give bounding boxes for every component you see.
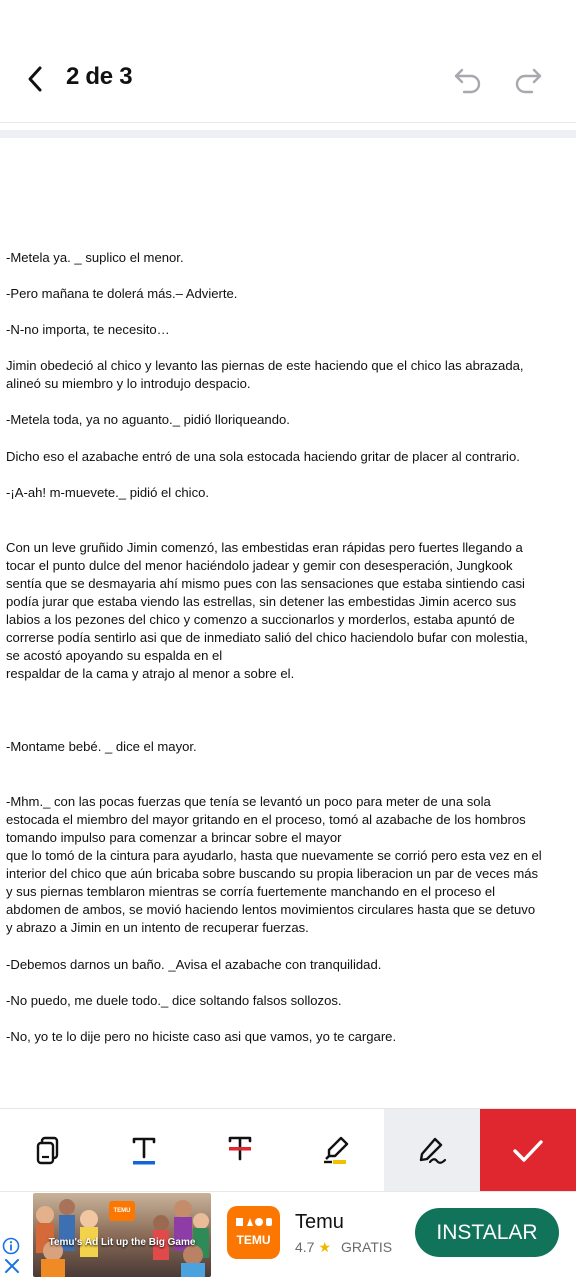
- document-paragraph: -Pero mañana te dolerá más.– Advierte.: [6, 286, 238, 301]
- header-divider: [0, 122, 576, 123]
- signature-button[interactable]: [384, 1109, 480, 1192]
- undo-icon: [452, 64, 484, 96]
- text-strikethrough-icon: [226, 1135, 254, 1167]
- underline-text-button[interactable]: [96, 1109, 192, 1192]
- document-paragraph: -Montame bebé. _ dice el mayor.: [6, 739, 197, 754]
- top-bar: [0, 0, 576, 122]
- strikethrough-text-button[interactable]: [192, 1109, 288, 1192]
- ad-close-button[interactable]: [4, 1258, 20, 1274]
- temu-logo-text: TEMU: [236, 1233, 271, 1247]
- ad-banner-logo-text: TEMU: [113, 1208, 131, 1214]
- document-paragraph: -Mhm._ con las pocas fuerzas que tenía se levantó un poco para meter de una sola estocada el miembro del mayor gritando en el proceso, tomó al azabache de los hombros tomando impulso para comenzar a brincar sobre el mayor que lo tomó de la cintura para ayudarlo, hasta que nuevamente se corrió pero esta vez en el interior del chico que aún bricaba sobre buscando su propia liberacion un par de veces más y sus piernas temblaron mientras se corría fuertemente manchando en el proceso el abdomen de ambos, se movió haciendo lentos movimientos circulares hasta que se detuvo y abrazo a Jimin en un intento de recuperar fuerzas.: [6, 794, 542, 935]
- document-paragraph: Jimin obedeció al chico y levanto las piernas de este haciendo que el chico las abrazada, alineó su miembro y lo introdujo despacio.: [6, 358, 524, 391]
- document-paragraph: -¡A-ah! m-muevete._ pidió el chico.: [6, 485, 210, 500]
- document-paragraph: -Metela toda, ya no aguanto._ pidió lloriqueando.: [6, 412, 290, 427]
- ad-app-name: Temu: [295, 1211, 344, 1233]
- ad-info-button[interactable]: [2, 1237, 20, 1255]
- page-separator: [0, 130, 576, 138]
- ad-rating-value: 4.7: [295, 1239, 315, 1255]
- copy-page-button[interactable]: [0, 1109, 96, 1192]
- document-paragraph: Dicho eso el azabache entró de una sola estocada haciendo gritar de placer al contrario.: [6, 449, 520, 464]
- highlighter-icon: [321, 1135, 351, 1167]
- ad-promo-image[interactable]: [33, 1193, 211, 1277]
- checkmark-icon: [511, 1137, 545, 1165]
- crowd-image: [33, 1193, 211, 1277]
- install-button[interactable]: INSTALAR: [415, 1208, 559, 1257]
- chevron-left-icon: [22, 64, 50, 94]
- document-paragraph: -No, yo te lo dije pero no hiciste caso asi que vamos, yo te cargare.: [6, 1029, 397, 1044]
- document-page: [0, 138, 576, 1108]
- copy-page-icon: [33, 1135, 63, 1167]
- redo-button[interactable]: [512, 64, 544, 96]
- document-paragraph: -Debemos darnos un baño. _Avisa el azabache con tranquilidad.: [6, 957, 382, 972]
- page-indicator-title: 2 de 3: [66, 63, 133, 90]
- document-paragraph: Con un leve gruñido Jimin comenzó, las embestidas eran rápidas pero fuertes llegando a tocar el punto dulce del menor haciéndolo jadear y gemir con desesperación, Jungkook sentía que se desmayaria ahí mismo pues con las sensaciones que estaba sintiendo casi podía jurar que estaba viendo las estrellas, sin detener las embestidas Jimin acerco sus labios a los pezones del chico y comenzo a succionarlos y morderlos, estaba apuntó de correrse podía sentirlo asi que de inmediato salió del chico haciendolo bufar con molestia, se acostó apoyando su espalda en el respaldar de la cama y atrajo al menor a sobre el.: [6, 540, 528, 681]
- back-button[interactable]: [22, 64, 50, 94]
- redo-icon: [512, 64, 544, 96]
- highlight-text-button[interactable]: [288, 1109, 384, 1192]
- close-icon: [4, 1258, 20, 1274]
- ad-price: GRATIS: [341, 1239, 393, 1255]
- text-underline-icon: [130, 1135, 158, 1167]
- temu-app-icon[interactable]: [227, 1206, 280, 1259]
- info-icon: [2, 1237, 20, 1255]
- ad-banner-headline: Temu's Ad Lit up the Big Game: [48, 1237, 196, 1248]
- document-paragraph: -No puedo, me duele todo._ dice soltando falsos sollozos.: [6, 993, 342, 1008]
- confirm-button[interactable]: [480, 1109, 576, 1192]
- document-paragraph: -Metela ya. _ suplico el menor.: [6, 250, 184, 265]
- document-paragraph: -N-no importa, te necesito…: [6, 322, 170, 337]
- signature-pen-icon: [416, 1135, 448, 1167]
- undo-button[interactable]: [452, 64, 484, 96]
- ad-rating-row: [295, 1239, 392, 1256]
- star-icon: ★: [318, 1239, 332, 1255]
- edit-toolbar: [0, 1108, 576, 1192]
